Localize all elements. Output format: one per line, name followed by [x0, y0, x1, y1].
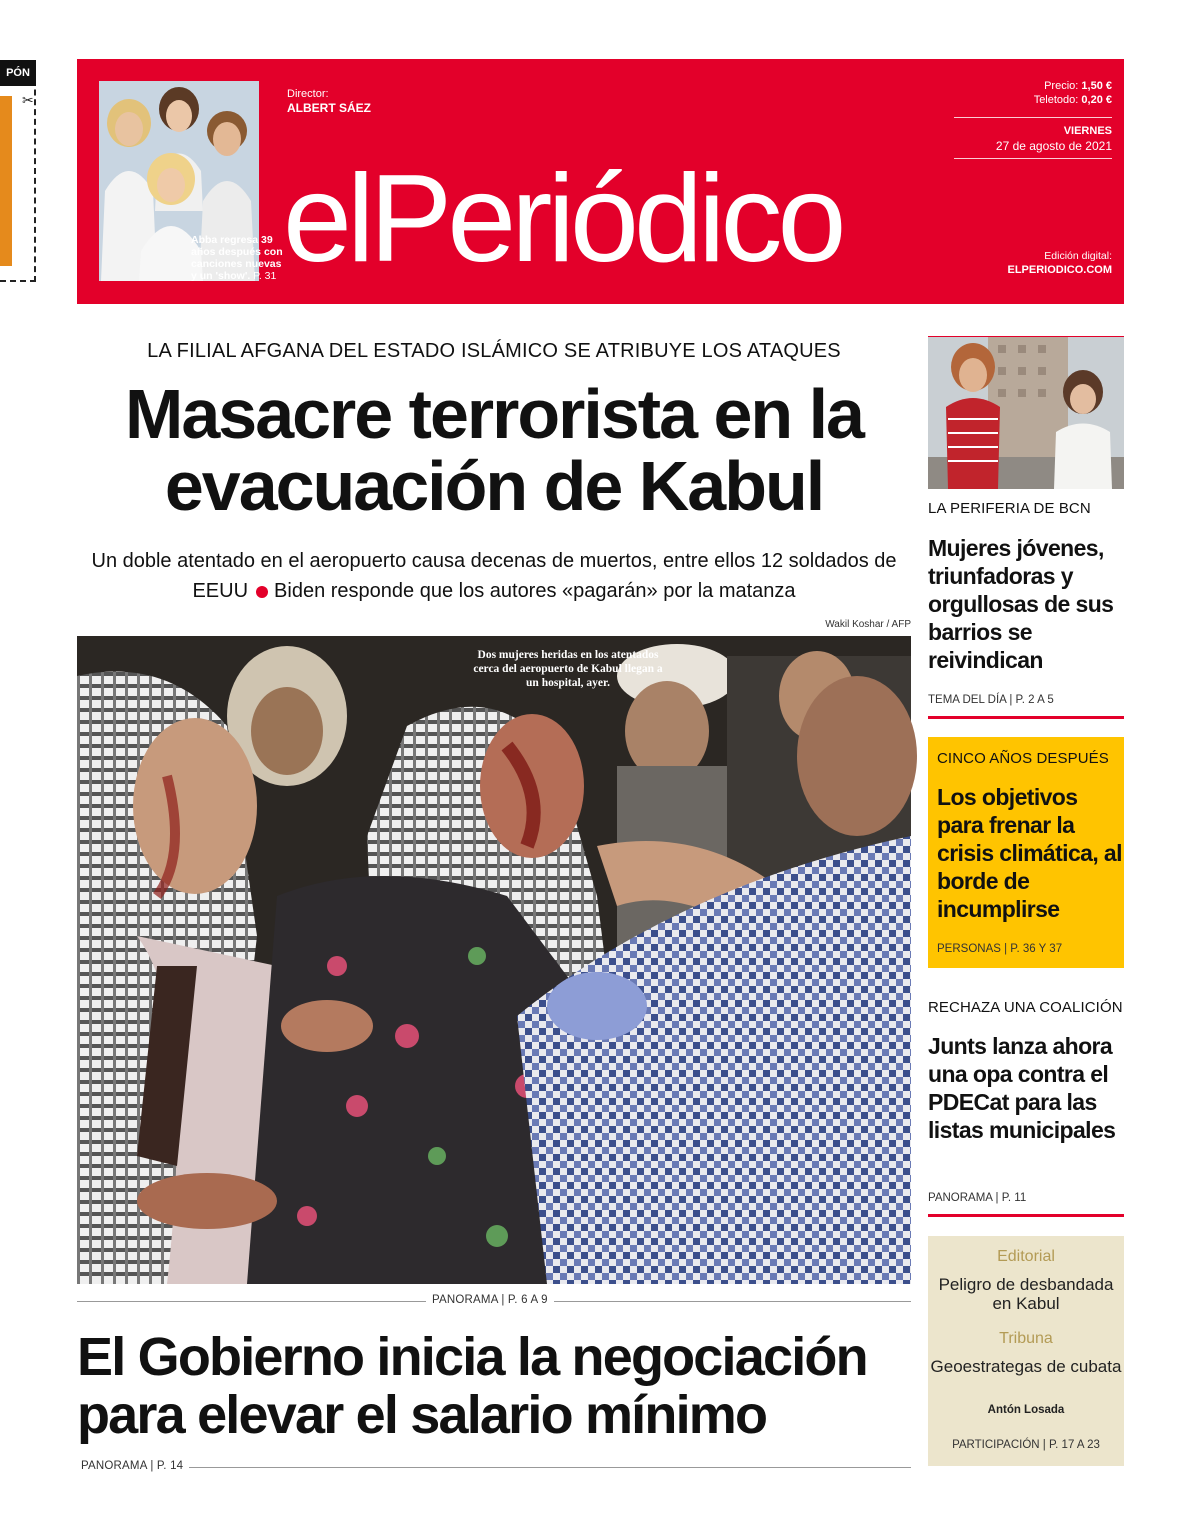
climate-box — [928, 737, 1124, 968]
periferia-photo[interactable] — [928, 337, 1124, 489]
tribuna-title[interactable]: Geoestrategas de cubata — [930, 1357, 1122, 1376]
sidebar-story1-headline[interactable]: Mujeres jóvenes, triunfadoras y orgullosas de sus barrios se reivindican — [928, 535, 1114, 673]
sidebar-rule-2 — [928, 1214, 1124, 1217]
periferia-photo-illustration — [928, 337, 1124, 489]
photo-caption: Dos mujeres heridas en los atentados cerca del aeropuerto de Kabul llegan a un hospital, ayer. — [473, 649, 663, 689]
main-photo[interactable] — [77, 636, 911, 1284]
tribuna-author: Antón Losada — [987, 1404, 1065, 1416]
main-section-ref[interactable]: PANORAMA | P. 6 A 9 — [426, 1294, 554, 1306]
price-box: Precio: 1,50 € Teletodo: 0,20 € — [1033, 80, 1112, 106]
sidebar-story3-ref[interactable]: PANORAMA | P. 11 — [928, 1192, 1027, 1204]
sidebar-story3-headline[interactable]: Junts lanza ahora una opa contra el PDECat para las listas municipales — [928, 1033, 1116, 1143]
abba-promo-photo[interactable] — [99, 81, 283, 282]
coupon-band — [0, 96, 12, 266]
date-box — [954, 117, 1112, 159]
second-rule — [77, 1467, 911, 1468]
sidebar-story2-headline[interactable]: Los objetivos para frenar la crisis climática, al borde de incumplirse — [937, 784, 1122, 922]
digital-url[interactable]: ELPERIODICO.COM — [1007, 264, 1112, 276]
opinion-section-ref[interactable]: PARTICIPACIÓN | P. 17 A 23 — [952, 1439, 1100, 1451]
main-kicker: LA FILIAL AFGANA DEL ESTADO ISLÁMICO SE ATRIBUYE LOS ATAQUES — [147, 340, 841, 362]
director-name: ALBERT SÁEZ — [287, 101, 371, 115]
sidebar-story2-kicker: CINCO AÑOS DESPUÉS — [937, 750, 1109, 767]
editorial-title[interactable]: Peligro de desbandada en Kabul — [938, 1275, 1114, 1313]
opinion-box — [928, 1236, 1124, 1466]
director-label: Director: — [287, 88, 329, 100]
sidebar-story1-kicker: LA PERIFERIA DE BCN — [928, 500, 1091, 517]
second-headline[interactable]: El Gobierno inicia la negociación para elevar el salario mínimo — [77, 1327, 867, 1445]
sidebar-story2-ref[interactable]: PERSONAS | P. 36 Y 37 — [937, 943, 1063, 955]
main-subhead: Un doble atentado en el aeropuerto causa decenas de muertos, entre ellos 12 soldados de EEUU Biden responde que los autores «pagarán» por la matanza — [91, 550, 897, 602]
editorial-label: Editorial — [997, 1248, 1055, 1265]
masthead — [77, 59, 1124, 304]
bullet-icon — [256, 586, 268, 598]
sidebar-story1-ref[interactable]: TEMA DEL DÍA | P. 2 A 5 — [928, 694, 1054, 706]
director-credit — [287, 87, 371, 115]
scissors-icon: ✂ — [22, 92, 34, 108]
digital-edition: Edición digital: ELPERIODICO.COM — [1007, 250, 1112, 276]
sidebar-rule-1 — [928, 716, 1124, 719]
newspaper-logo[interactable]: elPeriódico — [283, 150, 842, 288]
second-section-ref[interactable]: PANORAMA | P. 14 — [77, 1460, 189, 1472]
kabul-photo-illustration — [77, 636, 911, 1284]
coupon-tag: PÓN — [0, 60, 36, 86]
sidebar-story3-kicker: RECHAZA UNA COALICIÓN — [928, 999, 1123, 1016]
main-headline[interactable]: Masacre terrorista en la evacuación de Kabul — [125, 375, 863, 525]
abba-caption: Abba regresa 39 años después con canciones nuevas y un 'show'. P. 31 — [191, 234, 283, 282]
photo-credit: Wakil Koshar / AFP — [825, 619, 911, 630]
weekday: VIERNES — [1063, 125, 1112, 137]
tribuna-label: Tribuna — [999, 1330, 1053, 1347]
issue-date: 27 de agosto de 2021 — [995, 139, 1112, 153]
